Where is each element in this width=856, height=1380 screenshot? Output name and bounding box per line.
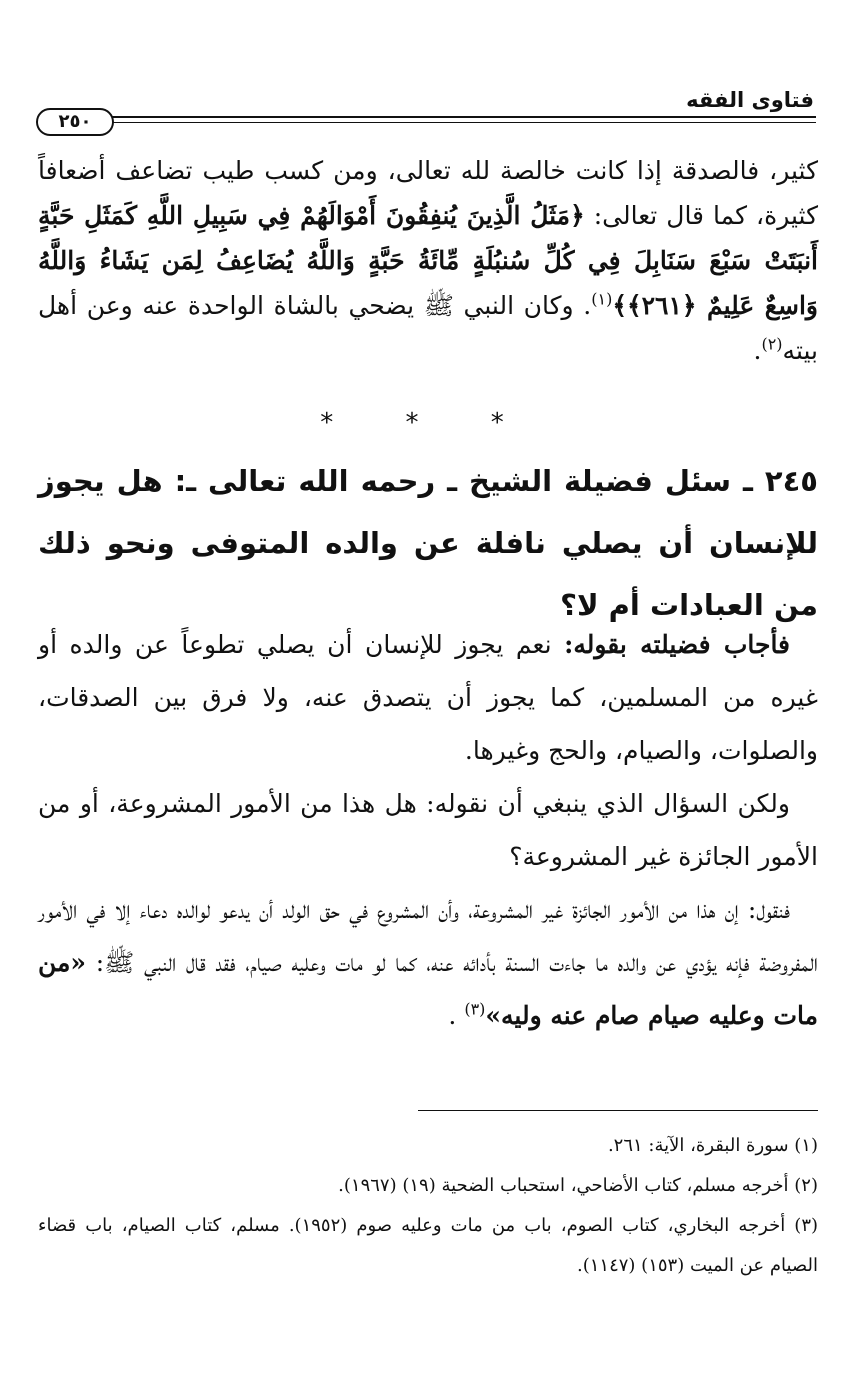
answer-text-1: نعم يجوز للإنسان أن يصلي تطوعاً عن والده أو غيره من المسلمين، كما يجوز أن يتصدق عنه، ولا فرق بين الصدقات، والصلوات، والصيام، والحج وغيرها. <box>38 630 818 765</box>
question-heading: ٢٤٥ ـ سئل فضيلة الشيخ ـ رحمه الله تعالى ـ: هل يجوز للإنسان أن يصلي نافلة عن والده المتوفى ونحو ذلك من العبادات أم لا؟ <box>38 464 818 622</box>
footnote-1: (١) سورة البقرة، الآية: ٢٦١. <box>607 1135 818 1156</box>
answer-end: . <box>448 1001 465 1030</box>
footnote-ref-2: (٢) <box>761 334 783 354</box>
answer-text-3: فنقول: إن هذا من الأمور الجائزة غير المشروعة، وأن المشروع في حق الولد أن يدعو لوالده دعاء إلا في الأمور المفروضة فإنه يؤدي عن والده ما جاءت السنة بأدائه عنه، كما لو مات وعليه صيام، فقد قال النبي ﷺ: <box>38 895 818 977</box>
quran-verse: ﴿مَثَلُ الَّذِينَ يُنفِقُونَ أَمْوَالَهُمْ فِي سَبِيلِ اللَّهِ كَمَثَلِ حَبَّةٍ أَنبَتَتْ سَبْعَ سَنَابِلَ فِي كُلِّ سُنبُلَةٍ مِّائَةُ حَبَّةٍ وَاللَّهُ يُضَاعِفُ لِمَن يَشَاءُ وَاللَّهُ وَاسِعٌ عَلِيمٌ ﴿٢٦١﴾﴾ <box>38 201 818 320</box>
header-rule <box>110 116 816 123</box>
footnote-rule <box>418 1110 818 1111</box>
answer-body <box>38 618 818 1042</box>
footnote-2: (٢) أخرجه مسلم، كتاب الأضاحي، استحباب الضحية (١٩) (١٩٦٧). <box>338 1175 818 1196</box>
footnotes <box>38 1126 818 1286</box>
footnote-3: (٣) أخرجه البخاري، كتاب الصوم، باب من مات وعليه صوم (١٩٥٢). مسلم، كتاب الصيام، باب قضاء الصيام عن الميت (١٥٣) (١١٤٧). <box>38 1215 819 1276</box>
footnote-ref-1: (١) <box>591 289 613 309</box>
answer-lead: فأجاب فضيلته بقوله: <box>564 630 791 659</box>
answer-paragraph-1 <box>38 618 818 777</box>
running-title: فتاوى الفقه <box>686 88 814 112</box>
answer-paragraph-3 <box>38 883 818 1042</box>
page-number: ٢٥٠ <box>36 108 114 136</box>
answer-paragraph-2: ولكن السؤال الذي ينبغي أن نقوله: هل هذا من الأمور المشروعة، أو من الأمور الجائزة غير المشروعة؟ <box>38 789 818 871</box>
intro-text-3: . <box>753 336 762 365</box>
footnote-ref-3: (٣) <box>464 999 486 1019</box>
section-separator: * * * <box>320 408 536 438</box>
hadith-quote: «من مات وعليه صيام صام عنه وليه» <box>38 948 818 1030</box>
intro-paragraph <box>38 148 818 373</box>
intro-text-2: . وكان النبي ﷺ يضحي بالشاة الواحدة عنه وعن أهل بيته <box>38 291 818 365</box>
intro-text: كثير، فالصدقة إذا كانت خالصة لله تعالى، ومن كسب طيب تضاعف أضعافاً كثيرة، كما قال تعالى: <box>38 156 818 230</box>
